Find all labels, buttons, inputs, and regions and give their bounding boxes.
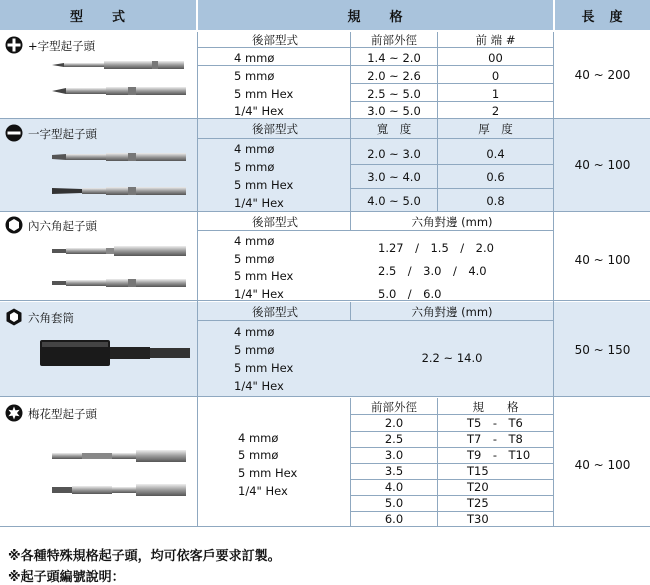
hex-col-size: 六角對邊 (mm) xyxy=(411,215,493,229)
phillips-col-shank: 後部型式 xyxy=(252,33,298,47)
slotted-bit-1 xyxy=(52,150,192,164)
phillips-col-tip: 前 端 # xyxy=(475,33,516,47)
hex-col-shank: 後部型式 xyxy=(252,215,298,229)
socket-shank-1: 4 mmø xyxy=(234,325,275,339)
slotted-thick-3: 0.8 xyxy=(486,194,505,208)
torx-spec-7: T30 xyxy=(467,512,489,526)
slotted-name: 一字型起子頭 xyxy=(28,127,97,141)
torx-spec-4: T15 xyxy=(467,464,489,478)
hex-size-2: 2.5 / 3.0 / 4.0 xyxy=(378,264,487,278)
phillips-shank-3: 5 mm Hex xyxy=(234,87,294,101)
phillips-col-diam: 前部外徑 xyxy=(371,33,417,47)
torx-diam-7: 6.0 xyxy=(384,512,404,526)
phillips-diam-3: 2.5 ~ 5.0 xyxy=(367,87,421,101)
torx-col-spec: 規 格 xyxy=(472,400,519,414)
phillips-diam-2: 2.0 ~ 2.6 xyxy=(367,69,421,83)
slotted-thick-2: 0.6 xyxy=(486,170,505,184)
slotted-col-thick: 厚 度 xyxy=(478,122,513,136)
phillips-shank-2: 5 mmø xyxy=(234,69,275,83)
hex-length: 40 ~ 100 xyxy=(574,253,631,267)
hex-shank-2: 5 mmø xyxy=(234,252,275,266)
socket-col-shank: 後部型式 xyxy=(252,305,298,319)
slotted-shank-3: 5 mm Hex xyxy=(234,178,294,192)
socket-icon xyxy=(5,308,23,326)
hex-shank-1: 4 mmø xyxy=(234,234,275,248)
slotted-width-3: 4.0 ~ 5.0 xyxy=(367,194,421,208)
slotted-shank-2: 5 mmø xyxy=(234,160,275,174)
torx-diam-2: 2.5 xyxy=(384,432,404,446)
torx-shank-4: 1/4" Hex xyxy=(238,484,288,498)
torx-length: 40 ~ 100 xyxy=(574,458,631,472)
torx-diam-3: 3.0 xyxy=(384,448,404,462)
phillips-name: +字型起子頭 xyxy=(28,39,96,53)
phillips-diam-1: 1.4 ~ 2.0 xyxy=(367,51,421,65)
torx-shank-1: 4 mmø xyxy=(238,431,279,445)
hex-size-3: 5.0 / 6.0 xyxy=(378,287,442,301)
header-length-label: 長 度 xyxy=(581,9,624,25)
note-custom: ※各種特殊規格起子頭，均可依客戶要求訂製。 xyxy=(8,549,281,564)
phillips-shank-1: 4 mmø xyxy=(234,51,275,65)
phillips-shank-4: 1/4" Hex xyxy=(234,104,284,118)
slotted-icon xyxy=(5,124,23,142)
hex-icon xyxy=(5,216,23,234)
header-type-label: 型 式 xyxy=(69,9,126,25)
torx-diam-6: 5.0 xyxy=(384,496,404,510)
slotted-width-2: 3.0 ~ 4.0 xyxy=(367,170,421,184)
phillips-length: 40 ~ 200 xyxy=(574,68,631,82)
slotted-col-shank: 後部型式 xyxy=(252,122,298,136)
torx-spec-3: T9 - T10 xyxy=(467,448,531,462)
torx-spec-1: T5 - T6 xyxy=(467,416,523,430)
socket-size: 2.2 ~ 14.0 xyxy=(421,351,483,365)
phillips-tip-4: 2 xyxy=(491,104,500,118)
socket-shank-2: 5 mmø xyxy=(234,343,275,357)
hex-shank-3: 5 mm Hex xyxy=(234,269,294,283)
header-spec-label: 規 格 xyxy=(347,9,404,25)
hex-bit-1 xyxy=(52,244,192,258)
header-spec xyxy=(198,0,553,30)
socket-length: 50 ~ 150 xyxy=(574,343,631,357)
torx-shank-2: 5 mmø xyxy=(238,448,279,462)
note-numbering: ※起子頭編號說明： xyxy=(8,570,125,585)
torx-spec-5: T20 xyxy=(467,480,489,494)
socket-shank-3: 5 mm Hex xyxy=(234,361,294,375)
socket-bit xyxy=(40,338,192,368)
phillips-tip-3: 1 xyxy=(491,87,500,101)
slotted-shank-4: 1/4" Hex xyxy=(234,196,284,210)
slotted-length: 40 ~ 100 xyxy=(574,158,631,172)
socket-shank-4: 1/4" Hex xyxy=(234,379,284,393)
torx-col-diam: 前部外徑 xyxy=(371,400,417,414)
header-length xyxy=(555,0,650,30)
torx-name: 梅花型起子頭 xyxy=(28,407,97,421)
hex-size-1: 1.27 / 1.5 / 2.0 xyxy=(378,241,494,255)
hex-name: 內六角起子頭 xyxy=(28,219,97,233)
slotted-shank-1: 4 mmø xyxy=(234,142,275,156)
torx-diam-4: 3.5 xyxy=(384,464,404,478)
phillips-diam-4: 3.0 ~ 5.0 xyxy=(367,104,421,118)
torx-diam-5: 4.0 xyxy=(384,480,404,494)
slotted-thick-1: 0.4 xyxy=(486,147,505,161)
torx-diam-1: 2.0 xyxy=(384,416,404,430)
hex-shank-4: 1/4" Hex xyxy=(234,287,284,301)
phillips-bit-2 xyxy=(52,84,192,98)
hex-bit-2 xyxy=(52,276,192,290)
phillips-tip-1: 00 xyxy=(488,51,503,65)
torx-spec-6: T25 xyxy=(467,496,489,510)
torx-shank-3: 5 mm Hex xyxy=(238,466,298,480)
socket-col-size: 六角對邊 (mm) xyxy=(411,305,493,319)
torx-bit-2 xyxy=(52,482,192,498)
phillips-bit-1 xyxy=(52,58,192,72)
header-type xyxy=(0,0,196,30)
phillips-icon xyxy=(5,36,23,54)
slotted-col-width: 寬 度 xyxy=(376,122,412,136)
slotted-width-1: 2.0 ~ 3.0 xyxy=(367,147,421,161)
torx-bit-1 xyxy=(52,448,192,464)
torx-icon xyxy=(5,404,23,422)
torx-spec-2: T7 - T8 xyxy=(467,432,523,446)
phillips-tip-2: 0 xyxy=(491,69,500,83)
slotted-bit-2 xyxy=(52,184,192,198)
socket-name: 六角套筒 xyxy=(28,311,74,325)
